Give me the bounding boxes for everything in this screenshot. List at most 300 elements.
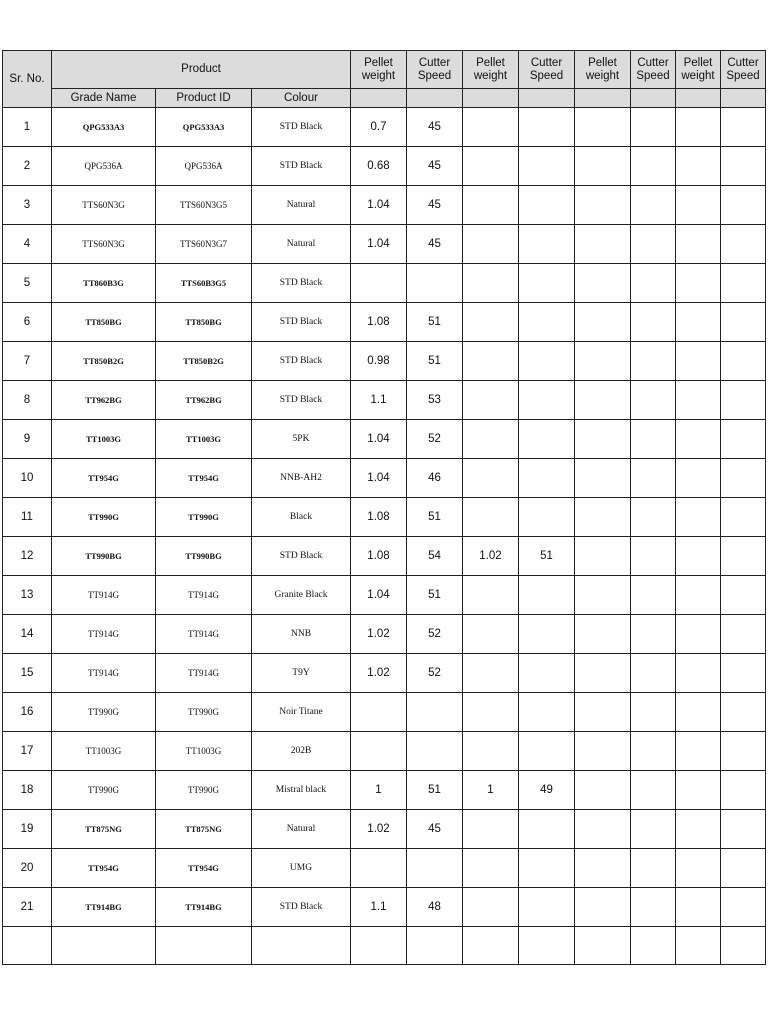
cell-cutter-speed-2 xyxy=(519,459,575,498)
table-row xyxy=(3,186,766,225)
cell-sr-no: 19 xyxy=(3,810,52,849)
cell-cutter-speed-1 xyxy=(407,732,463,771)
cell-cutter-speed-4 xyxy=(721,459,766,498)
cell-cutter-speed-4 xyxy=(721,420,766,459)
cell-pellet-weight-4 xyxy=(676,849,721,888)
header-pellet-weight-4: Pellet weight xyxy=(676,51,721,89)
cell-pellet-weight-4 xyxy=(676,225,721,264)
cell-pellet-weight-1 xyxy=(351,264,407,303)
cell-colour: STD Black xyxy=(252,108,351,147)
cell-pellet-weight-4 xyxy=(676,771,721,810)
cell-cutter-speed-4 xyxy=(721,888,766,927)
cell-pellet-weight-3 xyxy=(575,693,631,732)
header-cutter-speed-1: Cutter Speed xyxy=(407,51,463,89)
header-blank-cell xyxy=(463,89,519,108)
cell-pellet-weight-3 xyxy=(575,537,631,576)
empty-cell xyxy=(252,927,351,965)
cell-product-id: TT954G xyxy=(156,459,252,498)
cell-sr-no: 20 xyxy=(3,849,52,888)
cell-cutter-speed-3 xyxy=(631,225,676,264)
cell-product-id: TT954G xyxy=(156,849,252,888)
cell-grade-name: TT914G xyxy=(52,615,156,654)
cell-cutter-speed-3 xyxy=(631,888,676,927)
cell-grade-name: TT914G xyxy=(52,654,156,693)
cell-pellet-weight-1: 0.7 xyxy=(351,108,407,147)
cell-sr-no: 7 xyxy=(3,342,52,381)
cell-pellet-weight-2 xyxy=(463,576,519,615)
cell-cutter-speed-2 xyxy=(519,108,575,147)
cell-colour: STD Black xyxy=(252,537,351,576)
cell-product-id: TT875NG xyxy=(156,810,252,849)
cell-product-id: QPG533A3 xyxy=(156,108,252,147)
header-cutter-speed-2: Cutter Speed xyxy=(519,51,575,89)
cell-cutter-speed-2 xyxy=(519,420,575,459)
cell-cutter-speed-1: 54 xyxy=(407,537,463,576)
cell-colour: NNB xyxy=(252,615,351,654)
cell-pellet-weight-1: 1.1 xyxy=(351,888,407,927)
cell-pellet-weight-3 xyxy=(575,381,631,420)
cell-pellet-weight-3 xyxy=(575,147,631,186)
cell-grade-name: TT990BG xyxy=(52,537,156,576)
table-row xyxy=(3,888,766,927)
cell-sr-no: 3 xyxy=(3,186,52,225)
cell-product-id: TTS60N3G7 xyxy=(156,225,252,264)
cell-pellet-weight-4 xyxy=(676,459,721,498)
cell-pellet-weight-1: 1.02 xyxy=(351,654,407,693)
cell-pellet-weight-2 xyxy=(463,303,519,342)
cell-pellet-weight-2 xyxy=(463,810,519,849)
table-row xyxy=(3,576,766,615)
cell-cutter-speed-4 xyxy=(721,147,766,186)
cell-pellet-weight-3 xyxy=(575,771,631,810)
cell-grade-name: TT1003G xyxy=(52,420,156,459)
cell-pellet-weight-4 xyxy=(676,888,721,927)
cell-pellet-weight-2 xyxy=(463,615,519,654)
header-blank-cell xyxy=(407,89,463,108)
header-blank-cell xyxy=(676,89,721,108)
cell-cutter-speed-1: 53 xyxy=(407,381,463,420)
cell-pellet-weight-1: 0.98 xyxy=(351,342,407,381)
cell-colour: Natural xyxy=(252,186,351,225)
cell-cutter-speed-3 xyxy=(631,771,676,810)
cell-pellet-weight-4 xyxy=(676,498,721,537)
cell-pellet-weight-2 xyxy=(463,186,519,225)
cell-grade-name: TT850BG xyxy=(52,303,156,342)
cell-pellet-weight-1 xyxy=(351,849,407,888)
table-row xyxy=(3,537,766,576)
table-row xyxy=(3,615,766,654)
cell-cutter-speed-2: 49 xyxy=(519,771,575,810)
cell-pellet-weight-3 xyxy=(575,303,631,342)
cell-colour: Natural xyxy=(252,225,351,264)
cell-cutter-speed-4 xyxy=(721,303,766,342)
cell-colour: NNB-AH2 xyxy=(252,459,351,498)
cell-sr-no: 18 xyxy=(3,771,52,810)
cell-cutter-speed-1: 51 xyxy=(407,576,463,615)
cell-cutter-speed-3 xyxy=(631,654,676,693)
table-row xyxy=(3,732,766,771)
cell-pellet-weight-1: 1.04 xyxy=(351,576,407,615)
cell-product-id: TT1003G xyxy=(156,732,252,771)
cell-product-id: TT990BG xyxy=(156,537,252,576)
cell-cutter-speed-3 xyxy=(631,264,676,303)
cell-pellet-weight-4 xyxy=(676,654,721,693)
cell-cutter-speed-3 xyxy=(631,342,676,381)
cell-pellet-weight-4 xyxy=(676,810,721,849)
cell-cutter-speed-2 xyxy=(519,693,575,732)
cell-colour: 202B xyxy=(252,732,351,771)
cell-sr-no: 1 xyxy=(3,108,52,147)
table-row xyxy=(3,381,766,420)
cell-sr-no: 8 xyxy=(3,381,52,420)
cell-pellet-weight-4 xyxy=(676,615,721,654)
cell-grade-name: TT860B3G xyxy=(52,264,156,303)
empty-cell xyxy=(52,927,156,965)
empty-cell xyxy=(721,927,766,965)
cell-pellet-weight-1: 1.04 xyxy=(351,420,407,459)
table-row xyxy=(3,693,766,732)
cell-product-id: TT990G xyxy=(156,771,252,810)
cell-pellet-weight-4 xyxy=(676,693,721,732)
cell-grade-name: TT850B2G xyxy=(52,342,156,381)
cell-sr-no: 13 xyxy=(3,576,52,615)
cell-cutter-speed-3 xyxy=(631,576,676,615)
empty-cell xyxy=(519,927,575,965)
cell-pellet-weight-3 xyxy=(575,225,631,264)
cell-cutter-speed-2 xyxy=(519,732,575,771)
cell-product-id: TT962BG xyxy=(156,381,252,420)
cell-colour: STD Black xyxy=(252,381,351,420)
cell-product-id: TT914G xyxy=(156,576,252,615)
cell-cutter-speed-3 xyxy=(631,498,676,537)
cell-cutter-speed-4 xyxy=(721,732,766,771)
cell-cutter-speed-2 xyxy=(519,888,575,927)
cell-cutter-speed-2 xyxy=(519,342,575,381)
cell-cutter-speed-2 xyxy=(519,498,575,537)
cell-colour: STD Black xyxy=(252,303,351,342)
cell-cutter-speed-4 xyxy=(721,225,766,264)
cell-cutter-speed-1: 45 xyxy=(407,147,463,186)
cell-pellet-weight-2 xyxy=(463,225,519,264)
cell-cutter-speed-4 xyxy=(721,537,766,576)
cell-grade-name: TT875NG xyxy=(52,810,156,849)
cell-cutter-speed-2 xyxy=(519,186,575,225)
cell-pellet-weight-1 xyxy=(351,732,407,771)
table-row xyxy=(3,771,766,810)
header-blank-cell xyxy=(575,89,631,108)
cell-cutter-speed-1: 45 xyxy=(407,108,463,147)
cell-cutter-speed-1: 45 xyxy=(407,810,463,849)
cell-cutter-speed-4 xyxy=(721,654,766,693)
cell-cutter-speed-1: 45 xyxy=(407,225,463,264)
cell-cutter-speed-4 xyxy=(721,771,766,810)
cell-cutter-speed-3 xyxy=(631,810,676,849)
cell-pellet-weight-2 xyxy=(463,459,519,498)
cell-colour: Noir Titane xyxy=(252,693,351,732)
cell-colour: STD Black xyxy=(252,147,351,186)
cell-pellet-weight-1: 1.1 xyxy=(351,381,407,420)
cell-colour: Mistral black xyxy=(252,771,351,810)
cell-pellet-weight-1: 1.04 xyxy=(351,225,407,264)
header-colour: Colour xyxy=(252,89,351,108)
empty-cell xyxy=(463,927,519,965)
cell-grade-name: TT954G xyxy=(52,459,156,498)
cell-sr-no: 10 xyxy=(3,459,52,498)
cell-cutter-speed-1: 51 xyxy=(407,498,463,537)
empty-cell xyxy=(351,927,407,965)
cell-cutter-speed-1: 51 xyxy=(407,342,463,381)
cell-grade-name: TT954G xyxy=(52,849,156,888)
cell-cutter-speed-2 xyxy=(519,849,575,888)
cell-grade-name: QPG536A xyxy=(52,147,156,186)
cell-pellet-weight-3 xyxy=(575,576,631,615)
cell-pellet-weight-4 xyxy=(676,732,721,771)
cell-pellet-weight-2 xyxy=(463,693,519,732)
cell-cutter-speed-1 xyxy=(407,264,463,303)
cell-cutter-speed-3 xyxy=(631,615,676,654)
cell-pellet-weight-2 xyxy=(463,732,519,771)
cell-cutter-speed-2: 51 xyxy=(519,537,575,576)
cell-cutter-speed-2 xyxy=(519,381,575,420)
cell-pellet-weight-2 xyxy=(463,420,519,459)
cell-pellet-weight-4 xyxy=(676,303,721,342)
cell-pellet-weight-3 xyxy=(575,849,631,888)
pellet-cutter-table xyxy=(2,50,766,965)
cell-cutter-speed-2 xyxy=(519,303,575,342)
cell-sr-no: 14 xyxy=(3,615,52,654)
table-row xyxy=(3,498,766,537)
cell-product-id: TT914G xyxy=(156,654,252,693)
header-cutter-speed-4: Cutter Speed xyxy=(721,51,766,89)
header-blank-cell xyxy=(631,89,676,108)
cell-pellet-weight-3 xyxy=(575,888,631,927)
table-row xyxy=(3,849,766,888)
cell-cutter-speed-3 xyxy=(631,693,676,732)
cell-cutter-speed-1: 48 xyxy=(407,888,463,927)
cell-cutter-speed-3 xyxy=(631,849,676,888)
cell-product-id: TT914BG xyxy=(156,888,252,927)
empty-cell xyxy=(3,927,52,965)
cell-pellet-weight-3 xyxy=(575,264,631,303)
table-row-empty xyxy=(3,927,766,965)
cell-grade-name: TTS60N3G xyxy=(52,186,156,225)
cell-pellet-weight-1: 1.02 xyxy=(351,615,407,654)
table-row xyxy=(3,459,766,498)
empty-cell xyxy=(631,927,676,965)
cell-pellet-weight-1: 1.08 xyxy=(351,303,407,342)
cell-cutter-speed-3 xyxy=(631,108,676,147)
cell-pellet-weight-4 xyxy=(676,147,721,186)
cell-sr-no: 4 xyxy=(3,225,52,264)
cell-sr-no: 6 xyxy=(3,303,52,342)
cell-cutter-speed-1: 52 xyxy=(407,654,463,693)
cell-cutter-speed-3 xyxy=(631,381,676,420)
cell-pellet-weight-3 xyxy=(575,654,631,693)
header-blank-cell xyxy=(721,89,766,108)
cell-pellet-weight-3 xyxy=(575,732,631,771)
empty-cell xyxy=(156,927,252,965)
cell-product-id: TT990G xyxy=(156,498,252,537)
cell-sr-no: 16 xyxy=(3,693,52,732)
cell-product-id: QPG536A xyxy=(156,147,252,186)
cell-product-id: TT990G xyxy=(156,693,252,732)
cell-cutter-speed-4 xyxy=(721,576,766,615)
cell-cutter-speed-3 xyxy=(631,186,676,225)
cell-pellet-weight-1: 1 xyxy=(351,771,407,810)
cell-pellet-weight-1: 0.68 xyxy=(351,147,407,186)
cell-pellet-weight-2 xyxy=(463,381,519,420)
cell-cutter-speed-2 xyxy=(519,810,575,849)
table-row xyxy=(3,303,766,342)
cell-cutter-speed-2 xyxy=(519,225,575,264)
cell-colour: UMG xyxy=(252,849,351,888)
cell-grade-name: TT990G xyxy=(52,771,156,810)
cell-sr-no: 12 xyxy=(3,537,52,576)
empty-cell xyxy=(575,927,631,965)
cell-grade-name: TT914G xyxy=(52,576,156,615)
cell-pellet-weight-3 xyxy=(575,420,631,459)
cell-colour: STD Black xyxy=(252,888,351,927)
cell-pellet-weight-1: 1.04 xyxy=(351,186,407,225)
header-pellet-weight-2: Pellet weight xyxy=(463,51,519,89)
cell-pellet-weight-2 xyxy=(463,108,519,147)
cell-cutter-speed-4 xyxy=(721,186,766,225)
cell-grade-name: TTS60N3G xyxy=(52,225,156,264)
table-row xyxy=(3,420,766,459)
cell-pellet-weight-1: 1.08 xyxy=(351,537,407,576)
cell-cutter-speed-4 xyxy=(721,693,766,732)
cell-pellet-weight-2 xyxy=(463,654,519,693)
header-pellet-weight-3: Pellet weight xyxy=(575,51,631,89)
cell-pellet-weight-4 xyxy=(676,186,721,225)
cell-sr-no: 15 xyxy=(3,654,52,693)
cell-product-id: TTS60B3G5 xyxy=(156,264,252,303)
cell-cutter-speed-4 xyxy=(721,264,766,303)
header-blank-cell xyxy=(519,89,575,108)
cell-sr-no: 17 xyxy=(3,732,52,771)
header-pellet-weight-1: Pellet weight xyxy=(351,51,407,89)
table-body xyxy=(3,108,766,965)
empty-cell xyxy=(676,927,721,965)
cell-sr-no: 21 xyxy=(3,888,52,927)
cell-cutter-speed-4 xyxy=(721,498,766,537)
cell-sr-no: 11 xyxy=(3,498,52,537)
cell-pellet-weight-4 xyxy=(676,381,721,420)
cell-pellet-weight-3 xyxy=(575,615,631,654)
cell-sr-no: 2 xyxy=(3,147,52,186)
cell-cutter-speed-4 xyxy=(721,615,766,654)
cell-product-id: TT1003G xyxy=(156,420,252,459)
cell-product-id: TT850BG xyxy=(156,303,252,342)
cell-cutter-speed-1: 45 xyxy=(407,186,463,225)
cell-colour: Black xyxy=(252,498,351,537)
table-row xyxy=(3,342,766,381)
cell-pellet-weight-4 xyxy=(676,420,721,459)
cell-pellet-weight-3 xyxy=(575,342,631,381)
cell-cutter-speed-1 xyxy=(407,849,463,888)
cell-sr-no: 5 xyxy=(3,264,52,303)
cell-pellet-weight-4 xyxy=(676,264,721,303)
cell-pellet-weight-1: 1.08 xyxy=(351,498,407,537)
cell-cutter-speed-2 xyxy=(519,264,575,303)
cell-cutter-speed-1: 51 xyxy=(407,771,463,810)
cell-cutter-speed-2 xyxy=(519,615,575,654)
cell-pellet-weight-1: 1.04 xyxy=(351,459,407,498)
cell-cutter-speed-3 xyxy=(631,147,676,186)
cell-cutter-speed-4 xyxy=(721,810,766,849)
cell-pellet-weight-4 xyxy=(676,342,721,381)
cell-pellet-weight-4 xyxy=(676,537,721,576)
cell-cutter-speed-3 xyxy=(631,537,676,576)
cell-pellet-weight-1 xyxy=(351,693,407,732)
cell-grade-name: TT990G xyxy=(52,498,156,537)
cell-colour: Granite Black xyxy=(252,576,351,615)
cell-cutter-speed-3 xyxy=(631,303,676,342)
cell-cutter-speed-4 xyxy=(721,108,766,147)
table-row xyxy=(3,147,766,186)
cell-pellet-weight-4 xyxy=(676,108,721,147)
cell-cutter-speed-1: 52 xyxy=(407,420,463,459)
cell-cutter-speed-1 xyxy=(407,693,463,732)
cell-cutter-speed-3 xyxy=(631,732,676,771)
cell-cutter-speed-1: 46 xyxy=(407,459,463,498)
cell-pellet-weight-2 xyxy=(463,264,519,303)
cell-pellet-weight-2: 1.02 xyxy=(463,537,519,576)
cell-grade-name: TT914BG xyxy=(52,888,156,927)
header-sr-no: Sr. No. xyxy=(3,51,52,108)
header-product: Product xyxy=(52,51,351,89)
cell-pellet-weight-2 xyxy=(463,147,519,186)
cell-cutter-speed-2 xyxy=(519,576,575,615)
cell-pellet-weight-2 xyxy=(463,888,519,927)
cell-pellet-weight-3 xyxy=(575,108,631,147)
header-blank-cell xyxy=(351,89,407,108)
cell-pellet-weight-2 xyxy=(463,342,519,381)
empty-cell xyxy=(407,927,463,965)
cell-colour: STD Black xyxy=(252,264,351,303)
header-grade-name: Grade Name xyxy=(52,89,156,108)
table-row xyxy=(3,264,766,303)
table-row xyxy=(3,654,766,693)
table-row xyxy=(3,225,766,264)
cell-cutter-speed-3 xyxy=(631,420,676,459)
cell-pellet-weight-2 xyxy=(463,849,519,888)
cell-grade-name: TT1003G xyxy=(52,732,156,771)
table-row xyxy=(3,810,766,849)
cell-pellet-weight-2 xyxy=(463,498,519,537)
cell-cutter-speed-1: 52 xyxy=(407,615,463,654)
cell-cutter-speed-4 xyxy=(721,381,766,420)
cell-colour: 5PK xyxy=(252,420,351,459)
cell-sr-no: 9 xyxy=(3,420,52,459)
cell-product-id: TTS60N3G5 xyxy=(156,186,252,225)
header-product-id: Product ID xyxy=(156,89,252,108)
cell-cutter-speed-2 xyxy=(519,147,575,186)
cell-pellet-weight-3 xyxy=(575,186,631,225)
cell-grade-name: TT990G xyxy=(52,693,156,732)
cell-cutter-speed-4 xyxy=(721,849,766,888)
cell-grade-name: TT962BG xyxy=(52,381,156,420)
cell-cutter-speed-1: 51 xyxy=(407,303,463,342)
cell-cutter-speed-3 xyxy=(631,459,676,498)
cell-product-id: TT914G xyxy=(156,615,252,654)
cell-cutter-speed-2 xyxy=(519,654,575,693)
table-header xyxy=(3,51,766,108)
cell-product-id: TT850B2G xyxy=(156,342,252,381)
cell-colour: T9Y xyxy=(252,654,351,693)
cell-colour: STD Black xyxy=(252,342,351,381)
cell-cutter-speed-4 xyxy=(721,342,766,381)
